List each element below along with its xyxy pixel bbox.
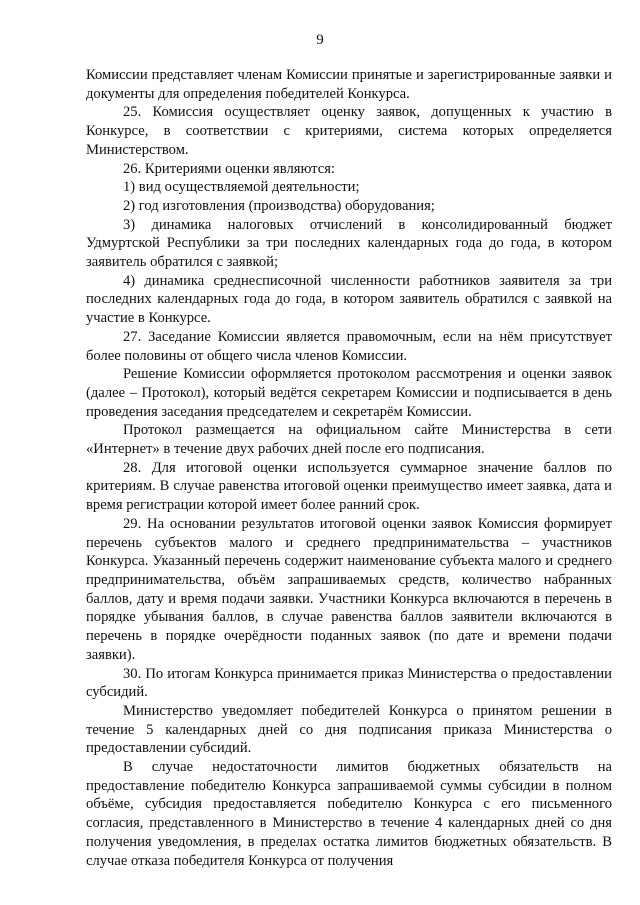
paragraph-protocol-publication: Протокол размещается на официальном сайте Министерства в сети «Интернет» в течение двух рабочих дней после его подписания. <box>86 422 612 458</box>
paragraph-continuation: Комиссии представляет членам Комиссии принятые и зарегистрированные заявки и документы для определения победителей Конкурса. <box>86 67 612 102</box>
page-number: 9 <box>316 32 324 48</box>
paragraph-item-30: 30. По итогам Конкурса принимается приказ Министерства о предоставлении субсидий. <box>86 665 612 701</box>
paragraph-notification: Министерство уведомляет победителей Конкурса о принятом решении в течение 5 календарных дней со дня подписания приказа Министерства о предоставлении субсидий. <box>86 702 612 757</box>
paragraph-protocol-decision: Решение Комиссии оформляется протоколом рассмотрения и оценки заявок (далее – Протокол), который ведётся секретарем Комиссии и подписывается в день проведения заседания председателем и секретарём Комиссии. <box>86 366 612 420</box>
paragraph-item-29: 29. На основании результатов итоговой оценки заявок Комиссия формирует перечень субъектов малого и среднего предпринимательства – участников Конкурса. Указанный перечень содержит наименование субъекта малого и среднего предпринимательства, объём запрашиваемых средств, количество набранных баллов, дату и время подачи заявки. Участники Конкурса включаются в перечень в порядке убывания баллов, в случае равенства баллов заявители включаются в перечень в порядке очерёдности поданных заявок (по дате и времени подачи заявки). <box>86 515 612 663</box>
paragraph-insufficient-limits: В случае недостаточности лимитов бюджетных обязательств на предоставление победителю Конкурса запрашиваемой суммы субсидии в полном объёме, субсидия предоставляется победителю Конкурса с его письменного согласия, представленного в Министерство в течение 4 календарных дней со дня получения уведомления, в пределах остатка лимитов бюджетных обязательств. В случае отказа победителя Конкурса от получения <box>86 759 612 869</box>
criterion-2: 2) год изготовления (производства) оборудования; <box>123 197 435 214</box>
document-body <box>86 66 612 870</box>
paragraph-item-28: 28. Для итоговой оценки используется суммарное значение баллов по критериям. В случае равенства итоговой оценки преимущество имеет заявка, дата и время регистрации которой имеет более ранний срок. <box>86 459 612 514</box>
criterion-1: 1) вид осуществляемой деятельности; <box>123 179 360 196</box>
criterion-4: 4) динамика среднесписочной численности работников заявителя за три последних календарных года до года, в котором заявитель обратился с заявкой на участие в Конкурсе. <box>86 272 612 327</box>
criterion-3: 3) динамика налоговых отчислений в консолидированный бюджет Удмуртской Республики за три последних календарных года до года, в котором заявитель обратился с заявкой; <box>86 216 612 271</box>
paragraph-item-25: 25. Комиссия осуществляет оценку заявок, допущенных к участию в Конкурсе, в соответствии с критериями, система которых определяется Министерством. <box>86 104 612 158</box>
paragraph-item-26: 26. Критериями оценки являются: <box>123 160 335 177</box>
paragraph-item-27: 27. Заседание Комиссии является правомочным, если на нём присутствует более половины от общего числа членов Комиссии. <box>86 328 612 364</box>
